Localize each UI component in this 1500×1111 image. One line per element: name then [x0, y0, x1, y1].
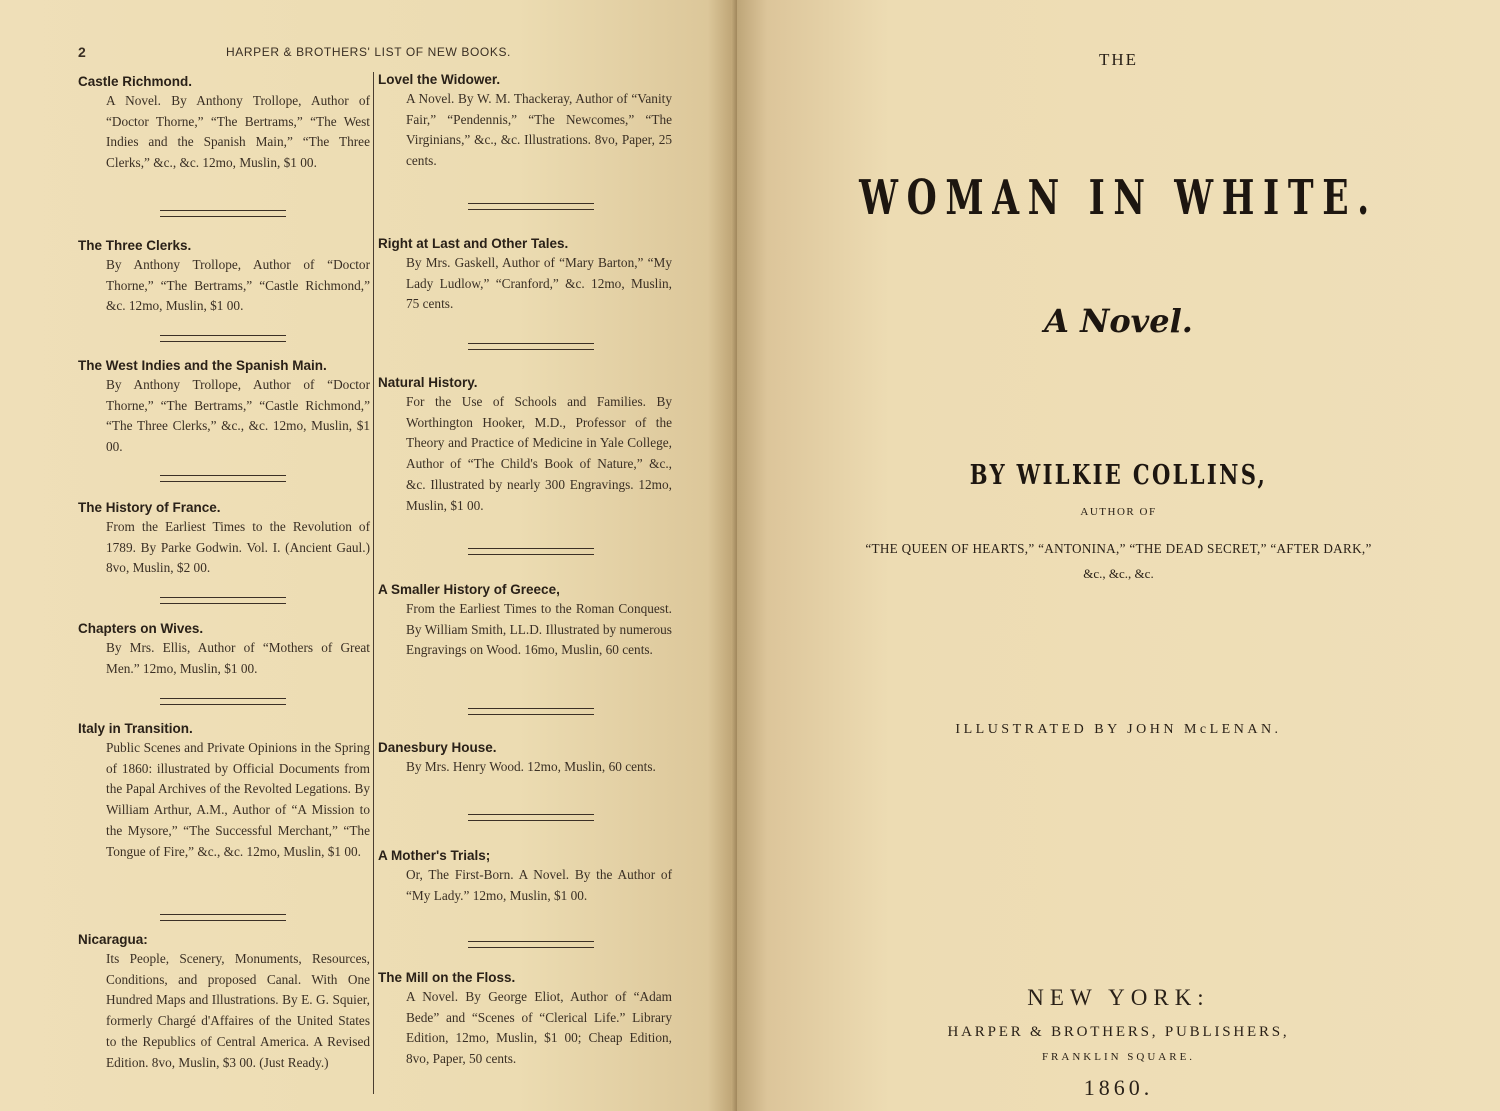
- catalog-entry: [378, 375, 672, 516]
- entry-title: Chapters on Wives.: [78, 621, 204, 636]
- entry-title: A Mother's Trials;: [378, 848, 491, 863]
- entry-body: A Novel. By Anthony Trollope, Author of “Doctor Thorne,” “The Bertrams,” “The West Indies and the Spanish Main,” “The Three Clerks,” &c., &c. 12mo, Muslin, $1 00.: [106, 93, 370, 171]
- entry-title: A Smaller History of Greece,: [378, 582, 560, 597]
- entry-title: The History of France.: [78, 500, 221, 515]
- entry-title: The Mill on the Floss.: [378, 970, 516, 985]
- entry-title: Natural History.: [378, 375, 478, 390]
- entry-title: Danesbury House.: [378, 740, 497, 755]
- entry-separator: [468, 814, 594, 821]
- imprint-publisher: HARPER & BROTHERS, PUBLISHERS,: [947, 1024, 1290, 1040]
- imprint-address: FRANKLIN SQUARE.: [1041, 1051, 1196, 1063]
- catalog-entry: [78, 358, 370, 458]
- entry-title: Castle Richmond.: [78, 74, 193, 89]
- catalog-entry: [78, 238, 370, 317]
- entry-body: By Mrs. Henry Wood. 12mo, Muslin, 60 cents.: [406, 759, 656, 774]
- entry-separator: [468, 343, 594, 350]
- entry-separator: [160, 475, 286, 482]
- other-works-etc: &c., &c., &c.: [1083, 566, 1154, 581]
- catalog-entry: [78, 500, 370, 579]
- catalog-entry: [378, 72, 672, 172]
- entry-separator: [160, 597, 286, 604]
- entry-body: A Novel. By George Eliot, Author of “Adam Bede” and “Scenes of “Clerical Life.” Library Edition, 12mo, Muslin, $1 00; Cheap Edition, 8vo, Paper, 50 cents.: [406, 989, 672, 1067]
- running-title: HARPER & BROTHERS' LIST OF NEW BOOKS.: [226, 45, 511, 59]
- catalog-entry: [378, 236, 672, 315]
- entry-separator: [160, 698, 286, 705]
- catalog-entry: [378, 970, 672, 1070]
- entry-body: By Anthony Trollope, Author of “Doctor Thorne,” “The Bertrams,” “Castle Richmond,” &c. 12mo, Muslin, $1 00.: [106, 257, 370, 314]
- book-title: WOMAN IN WHITE.: [859, 170, 1378, 226]
- entry-separator: [468, 941, 594, 948]
- column-rule: [373, 72, 374, 1094]
- entry-title: Italy in Transition.: [78, 721, 193, 736]
- entry-body: Its People, Scenery, Monuments, Resources, Conditions, and proposed Canal. With One Hundred Maps and Illustrations. By E. G. Squier, formerly Chargé d'Affaires of the United States to the Republics of Central America. A Revised Edition. 8vo, Muslin, $3 00. (Just Ready.): [106, 951, 370, 1070]
- entry-body: Public Scenes and Private Opinions in the Spring of 1860: illustrated by Official Documents from the Papal Archives of the Revolted Legations. By William Arthur, A.M., Author of “A Mission to the Mysore,” “The Successful Merchant,” “The Tongue of Fire,” &c., &c. 12mo, Muslin, $1 00.: [106, 740, 370, 859]
- entry-body: By Mrs. Ellis, Author of “Mothers of Great Men.” 12mo, Muslin, $1 00.: [106, 640, 370, 676]
- entry-separator: [468, 203, 594, 210]
- entry-body: By Mrs. Gaskell, Author of “Mary Barton,” “My Lady Ludlow,” “Cranford,” &c. 12mo, Muslin, 75 cents.: [406, 255, 672, 312]
- catalog-entry: [78, 721, 370, 862]
- entry-separator: [160, 914, 286, 921]
- catalog-entry: [378, 740, 672, 778]
- book-subtitle: A Novel.: [1044, 302, 1193, 340]
- entry-body: A Novel. By W. M. Thackeray, Author of “Vanity Fair,” “Pendennis,” “The Newcomes,” “The Virginians,” &c., &c. Illustrations. 8vo, Paper, 25 cents.: [406, 91, 672, 169]
- entry-title: Right at Last and Other Tales.: [378, 236, 569, 251]
- imprint-year: 1860.: [1083, 1075, 1154, 1100]
- title-the: THE: [1098, 50, 1139, 69]
- catalog-entry: [78, 74, 370, 174]
- page-number: 2: [78, 44, 87, 60]
- author-of-label: AUTHOR OF: [1080, 506, 1157, 518]
- entry-separator: [468, 548, 594, 555]
- catalog-entry: [78, 621, 370, 679]
- entry-separator: [160, 210, 286, 217]
- illustrator-credit: ILLUSTRATED BY JOHN McLENAN.: [955, 722, 1282, 737]
- title-page: [737, 0, 1500, 1111]
- author-byline: BY WILKIE COLLINS,: [969, 460, 1268, 491]
- catalog-page: [0, 0, 737, 1111]
- entry-body: For the Use of Schools and Families. By Worthington Hooker, M.D., Professor of the Theory and Practice of Medicine in Yale College, Author of “The Child's Book of Nature,” &c., &c. Illustrated by nearly 300 Engravings. 12mo, Muslin, $1 00.: [406, 394, 672, 513]
- entry-separator: [160, 335, 286, 342]
- entry-title: Lovel the Widower.: [378, 72, 501, 87]
- catalog-entry: [78, 932, 370, 1073]
- entry-title: Nicaragua:: [78, 932, 148, 947]
- entry-title: The West Indies and the Spanish Main.: [78, 358, 327, 373]
- other-works: “THE QUEEN OF HEARTS,” “ANTONINA,” “THE DEAD SECRET,” “AFTER DARK,”: [865, 541, 1372, 556]
- entry-body: By Anthony Trollope, Author of “Doctor Thorne,” “The Bertrams,” “Castle Richmond,” “The Three Clerks,” &c., &c. 12mo, Muslin, $1 00.: [106, 377, 370, 455]
- entry-body: Or, The First-Born. A Novel. By the Author of “My Lady.” 12mo, Muslin, $1 00.: [406, 867, 672, 903]
- entry-body: From the Earliest Times to the Roman Conquest. By William Smith, LL.D. Illustrated by numerous Engravings on Wood. 16mo, Muslin, 60 cents.: [406, 601, 672, 658]
- catalog-entry: [378, 848, 672, 906]
- imprint-city: NEW YORK:: [1027, 985, 1210, 1010]
- running-head: [78, 44, 528, 62]
- entry-title: The Three Clerks.: [78, 238, 192, 253]
- entry-body: From the Earliest Times to the Revolution of 1789. By Parke Godwin. Vol. I. (Ancient Gaul.) 8vo, Muslin, $2 00.: [106, 519, 370, 576]
- catalog-entry: [378, 582, 672, 661]
- entry-separator: [468, 708, 594, 715]
